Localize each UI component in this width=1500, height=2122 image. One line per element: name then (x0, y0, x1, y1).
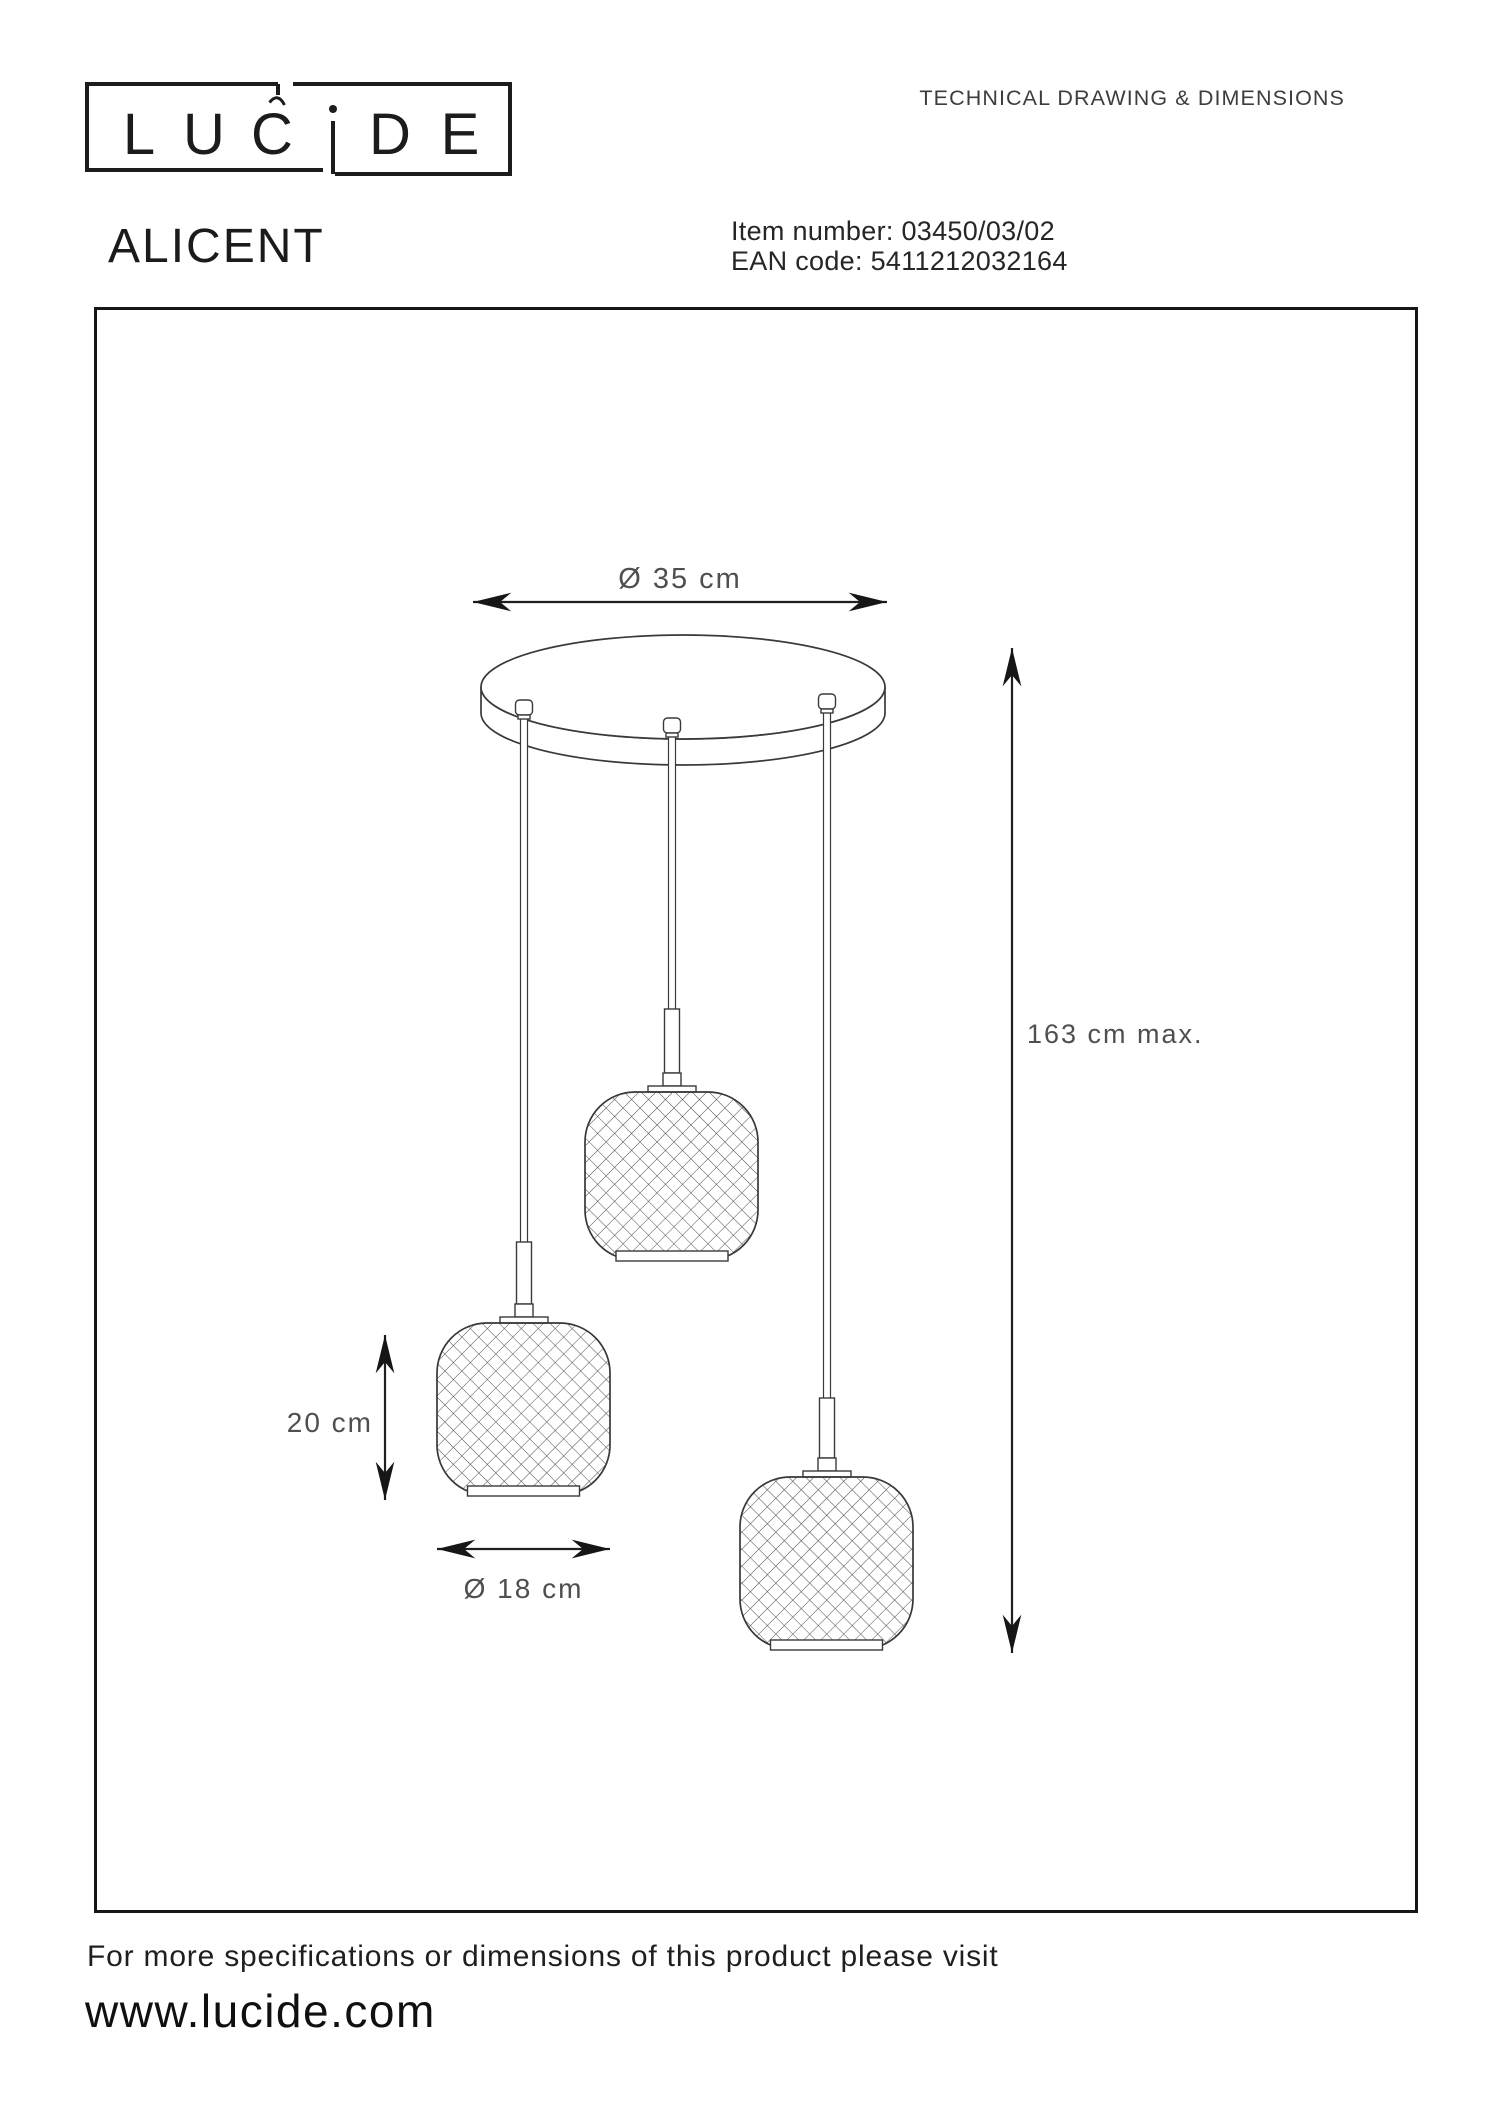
logo-i-dot (329, 105, 337, 113)
pendant-shade-left (437, 1323, 610, 1496)
logo-letter: D (369, 102, 411, 167)
shade-height-label: 20 cm (286, 1407, 373, 1438)
canopy-diameter-label: Ø 35 cm (618, 563, 742, 595)
doc-type-title: TECHNICAL DRAWING & DIMENSIONS (919, 86, 1345, 110)
shade-height-dimension (287, 1335, 385, 1500)
max-height-label: 163 cm max. (1027, 1019, 1204, 1049)
pendant-cord-middle (669, 735, 676, 1011)
item-number-line: Item number: 03450/03/02 (731, 216, 1055, 246)
pendant-shade-middle (585, 1092, 758, 1261)
shade-bottom-rim (771, 1640, 883, 1650)
item-info (731, 216, 1068, 276)
pendant-cord-right (824, 711, 831, 1400)
canopy-diameter-dimension (473, 563, 887, 602)
lucide-logo (85, 82, 512, 178)
socket-right (803, 1398, 851, 1477)
cord-gripper-left (516, 700, 533, 719)
max-height-dimension (1012, 648, 1204, 1653)
logo-letter: C (251, 102, 293, 167)
logo-letter-i (329, 105, 337, 174)
drawing-frame (94, 307, 1418, 1913)
logo-letter: U (183, 102, 225, 167)
shade-diameter-dimension (437, 1549, 610, 1604)
website-url: www.lucide.com (85, 1985, 436, 2037)
footer-note: For more specifications or dimensions of this product please visit (87, 1940, 999, 1973)
logo-letter: E (440, 102, 480, 167)
socket-left (500, 1242, 548, 1323)
logo-letter: L (122, 102, 156, 167)
cord-gripper-right (819, 694, 836, 713)
shade-bottom-rim (616, 1251, 728, 1261)
shade-bottom-rim (468, 1486, 580, 1496)
product-name: ALICENT (108, 220, 325, 273)
ean-code-line: EAN code: 5411212032164 (731, 246, 1068, 276)
cord-gripper-middle (664, 718, 681, 737)
socket-middle (648, 1009, 696, 1092)
logo-letters (123, 102, 479, 167)
pendant-cord-left (521, 717, 528, 1244)
pendant-shades (437, 1092, 913, 1650)
shade-diameter-label: Ø 18 cm (463, 1573, 584, 1604)
technical-drawing (97, 310, 1415, 1910)
pendant-shade-right (740, 1477, 913, 1650)
